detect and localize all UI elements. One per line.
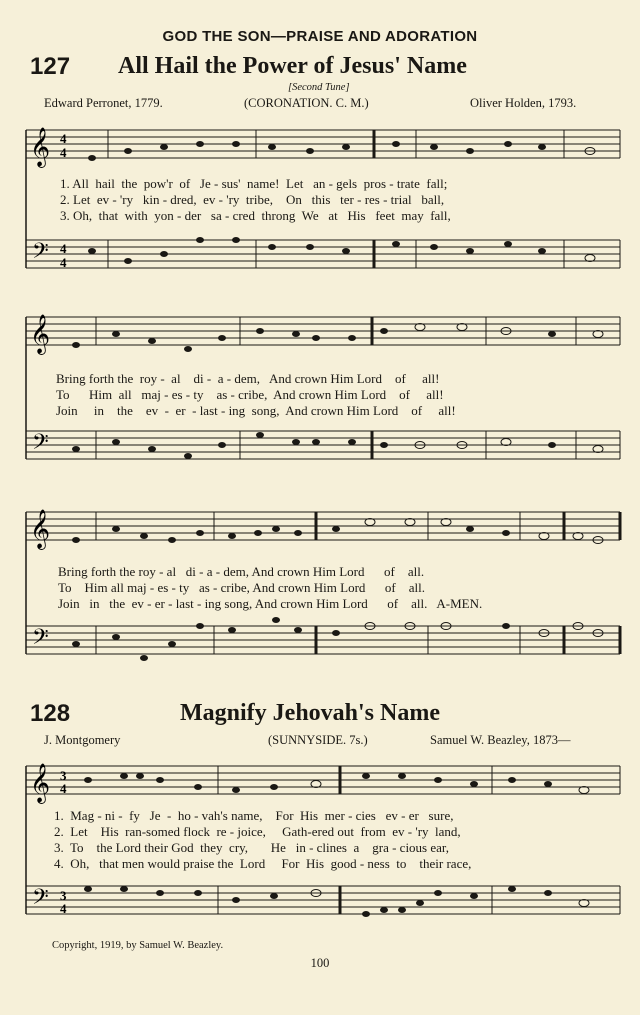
svg-text:𝄢: 𝄢: [32, 430, 49, 460]
hymn-composer: Oliver Holden, 1793.: [470, 96, 577, 110]
lyric-line: 1. All hail the pow'r of Je - sus' name! Let an - gels pros - trate fall;: [60, 176, 448, 191]
svg-text:4: 4: [60, 241, 67, 256]
lyric-line: 3. Oh, that with yon - der sa - cred throng We at His feet may fall,: [60, 208, 451, 223]
hymn-title: All Hail the Power of Jesus' Name: [118, 53, 467, 79]
lyric-line: Join in the ev - er - last - ing song, And crown Him Lord of all. A-MEN.: [58, 596, 483, 611]
svg-text:3: 3: [60, 768, 67, 783]
hymn-number: 128: [30, 700, 71, 727]
svg-text:3: 3: [60, 888, 67, 903]
hymn-composer: Samuel W. Beazley, 1873—: [430, 733, 571, 747]
svg-text:4: 4: [60, 901, 67, 916]
tune-note: [Second Tune]: [288, 82, 350, 93]
svg-text:4: 4: [60, 781, 67, 796]
tune-meter: (SUNNYSIDE. 7s.): [268, 733, 368, 747]
lyric-line: To Him all maj - es - ty as - cribe, And crown Him Lord of all!: [56, 387, 444, 402]
svg-text:𝄞: 𝄞: [30, 127, 51, 167]
page-number: 100: [310, 956, 330, 970]
copyright-notice: Copyright, 1919, by Samuel W. Beazley.: [52, 940, 224, 951]
svg-text:𝄞: 𝄞: [30, 763, 51, 803]
svg-text:𝄢: 𝄢: [32, 625, 49, 655]
svg-text:4: 4: [60, 131, 67, 146]
music-system: [0, 752, 640, 942]
hymn-number: 127: [30, 53, 71, 80]
lyric-line: 1. Mag - ni - fy Je - ho - vah's name, For His mer - cies ev - er sure,: [54, 808, 454, 823]
svg-text:𝄞: 𝄞: [30, 314, 51, 354]
music-system: [0, 500, 640, 690]
section-header: GOD THE SON—PRAISE AND ADORATION: [162, 28, 478, 45]
lyric-line: 2. Let His ran-somed flock re - joice, Gath-ered out from ev - 'ry land,: [54, 824, 461, 839]
lyric-line: 3. To the Lord their God they cry, He in - clines a gra - cious ear,: [54, 840, 449, 855]
lyric-line: Join in the ev - er - last - ing song, And crown Him Lord of all!: [56, 403, 456, 418]
music-system: [0, 305, 640, 495]
lyric-line: Bring forth the roy - al di - a - dem, And crown Him Lord of all!: [56, 371, 440, 386]
hymn-author: J. Montgomery: [44, 733, 121, 747]
svg-text:𝄞: 𝄞: [30, 509, 51, 549]
svg-text:4: 4: [60, 255, 67, 270]
music-system: [0, 118, 640, 308]
hymn-title: Magnify Jehovah's Name: [180, 700, 440, 726]
lyric-line: 4. Oh, that men would praise the Lord For His good - ness to their race,: [54, 856, 472, 871]
lyric-line: Bring forth the roy - al di - a - dem, And crown Him Lord of all.: [58, 564, 425, 579]
lyric-line: 2. Let ev - 'ry kin - dred, ev - 'ry tribe, On this ter - res - trial ball,: [60, 192, 445, 207]
hymn-author: Edward Perronet, 1779.: [44, 96, 163, 110]
svg-text:𝄢: 𝄢: [32, 239, 49, 269]
svg-text:𝄢: 𝄢: [32, 885, 49, 915]
lyric-line: To Him all maj - es - ty as - cribe, And crown Him Lord of all.: [58, 580, 425, 595]
svg-text:4: 4: [60, 145, 67, 160]
tune-meter: (CORONATION. C. M.): [244, 96, 369, 110]
